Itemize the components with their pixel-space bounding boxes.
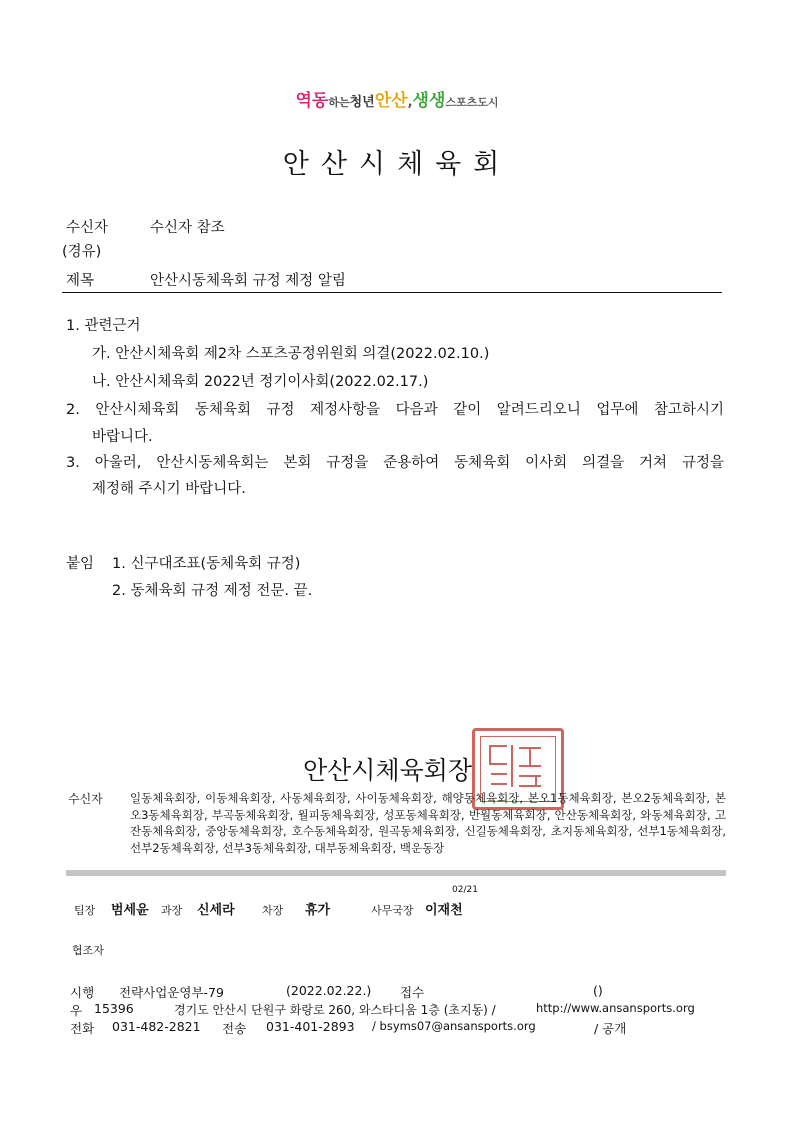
manager-name: 신세라 xyxy=(197,903,235,918)
body-item-1: 1. 관련근거 xyxy=(66,318,141,334)
slogan xyxy=(0,86,794,111)
recipient-value: 수신자 참조 xyxy=(150,220,225,236)
slogan-part: 청년 xyxy=(349,95,375,110)
postal-label: 우 xyxy=(70,1003,83,1018)
attachment-2: 2. 동체육회 규정 제정 전문. 끝. xyxy=(112,583,313,599)
slogan-part: 하는 xyxy=(328,96,350,109)
body-item-1b: 나. 안산시체육회 2022년 정기이사회(2022.02.17.) xyxy=(92,374,429,390)
fax-number: 031-401-2893 xyxy=(266,1019,355,1034)
deputy-label: 차장 xyxy=(262,904,284,917)
attachment-label: 붙임 xyxy=(66,556,95,572)
receipt-value: () xyxy=(593,983,603,998)
organization-title: 안산시체육회 xyxy=(282,149,512,180)
disclosure-status: / 공개 xyxy=(594,1021,627,1036)
fax-label: 전송 xyxy=(222,1021,247,1036)
email-address[interactable]: / bsyms07@ansansports.org xyxy=(372,1019,536,1033)
team-lead-label: 팀장 xyxy=(74,904,96,917)
header-divider xyxy=(62,292,722,293)
via-label: (경유) xyxy=(62,244,102,260)
phone-label: 전화 xyxy=(70,1021,95,1036)
approval-date-mark: 02/21 xyxy=(452,885,478,895)
slogan-part: 안산 xyxy=(374,91,408,111)
section-divider xyxy=(66,870,726,876)
slogan-part: , xyxy=(407,95,413,110)
recipients-label: 수신자 xyxy=(68,792,103,806)
signature-title: 안산시체육회장 xyxy=(303,756,473,785)
secretary-label: 사무국장 xyxy=(371,904,414,917)
body-item-2-line2: 바랍니다. xyxy=(92,429,153,445)
address: 경기도 안산시 단원구 화랑로 260, 와스타디움 1층 (초지동) / xyxy=(174,1003,496,1017)
subject-label: 제목 xyxy=(66,273,95,289)
website-link[interactable]: http://www.ansansports.org xyxy=(536,1001,695,1015)
slogan-part: 생생 xyxy=(412,91,446,111)
slogan-part: 역동 xyxy=(295,91,329,111)
manager-label: 과장 xyxy=(161,904,183,917)
recipients-list: 일동체육회장, 이동체육회장, 사동체육회장, 사이동체육회장, 해양동체육회장, 본오1동체육회장, 본오2동체육회장, 본오3동체육회장, 부곡동체육회장, 월피동체육회장, 성포동체육회장, 반월동체육회장, 안산동체육회장, 와동체육회장, 고잔동체육회장, 중앙동체육회장, 호수동체육회장, 원곡동체육회장, 신길동체육회장, 초지동체육회장, 선부1동체육회장, 선부2동체육회장, 선부3동체육회장, 대부동체육회장, 백운동장 xyxy=(130,791,726,855)
team-lead-name: 범세윤 xyxy=(111,903,149,918)
body-item-2-line1: 2. 안산시체육회 동체육회 규정 제정사항을 다음과 같이 알려드리오니 업무에 참고하시기 xyxy=(66,402,724,418)
phone-number: 031-482-2821 xyxy=(112,1019,201,1034)
recipient-label: 수신자 xyxy=(66,220,109,236)
slogan-part: 스포츠도시 xyxy=(445,96,499,109)
receipt-label: 접수 xyxy=(400,985,425,1000)
deputy-name: 휴가 xyxy=(305,903,331,918)
cooperator-label: 협조자 xyxy=(72,944,104,957)
exec-label: 시행 xyxy=(70,985,95,1000)
subject-value: 안산시동체육회 규정 제정 알림 xyxy=(150,273,346,289)
postal-code: 15396 xyxy=(94,1001,134,1016)
body-item-3-line2: 제정해 주시기 바랍니다. xyxy=(92,481,246,497)
body-item-3-line1: 3. 아울러, 안산시동체육회는 본회 규정을 준용하여 동체육회 이사회 의결을 거쳐 규정을 xyxy=(66,455,724,471)
exec-value: 전략사업운영부-79 xyxy=(119,985,224,1000)
body-item-1a: 가. 안산시체육회 제2차 스포츠공정위원회 의결(2022.02.10.) xyxy=(92,346,490,362)
exec-date: (2022.02.22.) xyxy=(286,983,372,998)
attachment-1: 1. 신구대조표(동체육회 규정) xyxy=(112,556,301,572)
secretary-name: 이재천 xyxy=(425,903,463,918)
